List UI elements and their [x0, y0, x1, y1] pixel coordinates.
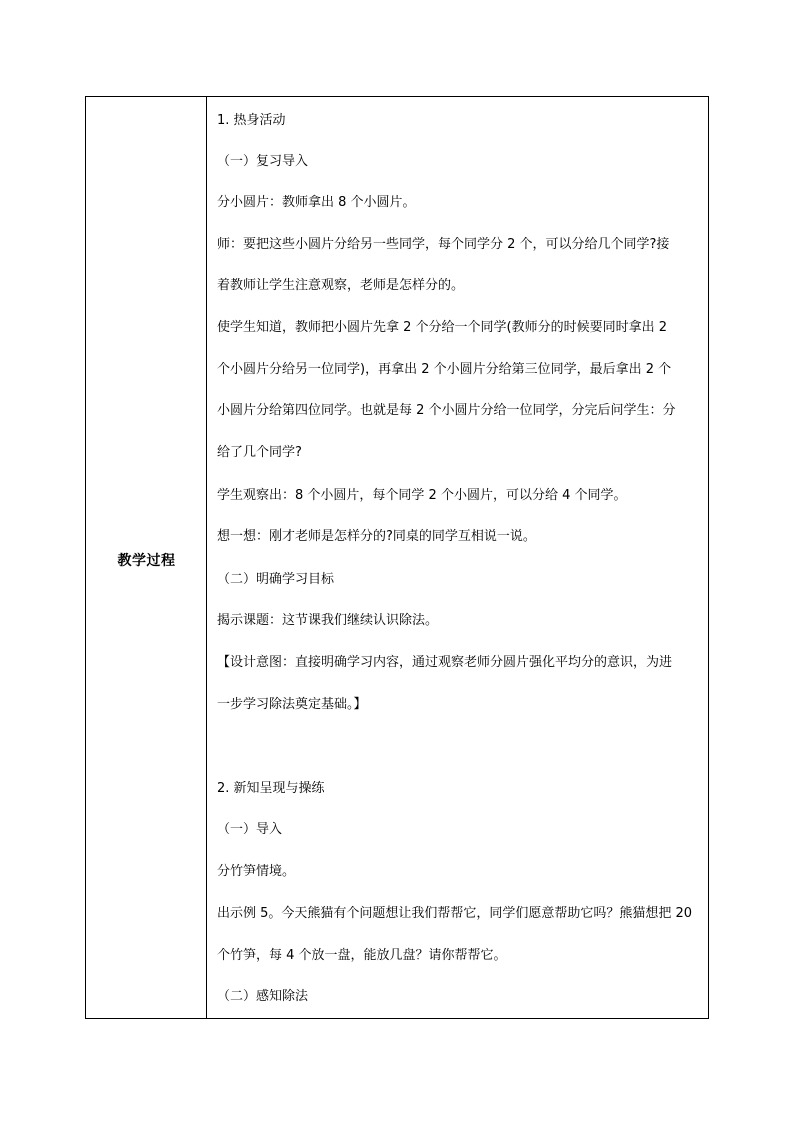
text-line: 出示例 5。今天熊猫有个问题想让我们帮帮它，同学们愿意帮助它吗？熊猫想把 20: [217, 906, 693, 921]
content-cell: [207, 97, 708, 1018]
heading-new-knowledge: 2. 新知呈现与操练: [217, 781, 325, 796]
text-line: 使学生知道，教师把小圆片先拿 2 个分给一个同学(教师分的时候要同时拿出 2: [217, 320, 668, 335]
heading-warmup: 1. 热身活动: [217, 113, 286, 128]
subheading-intro: （一）导入: [217, 822, 283, 837]
text-line: 揭示课题：这节课我们继续认识除法。: [217, 613, 439, 628]
subheading-division: （二）感知除法: [217, 989, 309, 1004]
text-line: 想一想：刚才老师是怎样分的?同桌的同学互相说一说。: [217, 529, 536, 544]
text-line: 师：要把这些小圆片分给另一些同学，每个同学分 2 个，可以分给几个同学?接: [217, 237, 670, 252]
text-line: 个竹笋，每 4 个放一盘，能放几盘？请你帮帮它。: [217, 948, 507, 963]
text-line: 分竹笋情境。: [217, 864, 296, 879]
text-line: 分小圆片：教师拿出 8 个小圆片。: [217, 195, 416, 210]
text-line: 学生观察出：8 个小圆片，每个同学 2 个小圆片，可以分给 4 个同学。: [217, 488, 627, 503]
label-cell: [86, 97, 207, 1018]
design-note: 一步学习除法奠定基础。】: [217, 697, 367, 712]
section-label: 教学过程: [117, 553, 176, 569]
subheading-review: （一）复习导入: [217, 154, 309, 169]
subheading-goal: （二）明确学习目标: [217, 572, 335, 587]
text-line: 着教师让学生注意观察，老师是怎样分的。: [217, 278, 465, 293]
design-note: 【设计意图：直接明确学习内容，通过观察老师分圆片强化平均分的意识，为进: [217, 655, 673, 670]
text-line: 个小圆片分给另一位同学)，再拿出 2 个小圆片分给第三位同学，最后拿出 2 个: [217, 362, 672, 377]
text-line: 小圆片分给第四位同学。也就是每 2 个小圆片分给一位同学，分完后问学生：分: [217, 403, 676, 418]
lesson-table: [85, 96, 709, 1019]
text-line: 给了几个同学?: [217, 445, 302, 460]
